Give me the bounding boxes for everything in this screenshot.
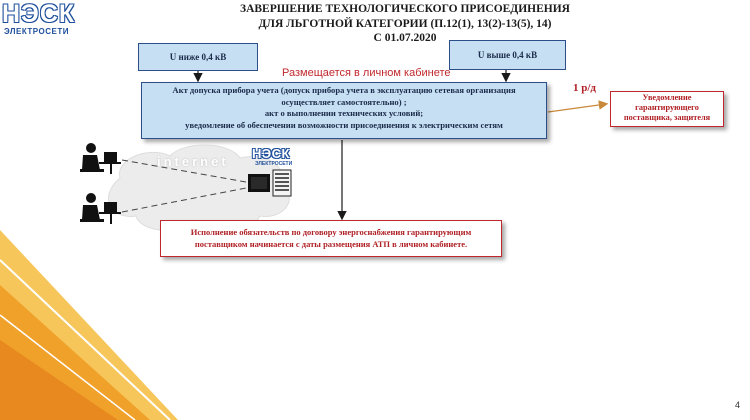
documents-line-2: осуществляет самостоятельно) ; bbox=[281, 96, 407, 107]
logo-sub-text: ЭЛЕКТРОСЕТИ bbox=[4, 27, 70, 36]
title-line-1: ЗАВЕРШЕНИЕ ТЕХНОЛОГИЧЕСКОГО ПРИСОЕДИНЕНИЯ bbox=[240, 3, 570, 15]
documents-box bbox=[141, 82, 547, 139]
voltage-above-box: U выше 0,4 кВ bbox=[449, 40, 566, 70]
execution-line-2: поставщиком начинается с даты размещения АТП в личном кабинете. bbox=[194, 239, 468, 249]
title-line-2: ДЛЯ ЛЬГОТНОЙ КАТЕГОРИИ (П.12(1), 13(2)-13(5), 14) bbox=[258, 17, 552, 30]
voltage-below-box: U ниже 0,4 кВ bbox=[138, 43, 258, 71]
cabinet-label: Размещается в личном кабинете bbox=[282, 67, 451, 79]
notify-line-2: гарантирующего bbox=[635, 103, 699, 112]
documents-line-1: Акт допуска прибора учета (допуск прибора учета в эксплуатацию сетевая организация bbox=[172, 85, 516, 95]
internet-label: internet bbox=[157, 154, 229, 169]
documents-line-4: уведомление об обеспечении возможности присоединения к электрическим сетям bbox=[185, 119, 503, 130]
contract-execution-box bbox=[160, 220, 502, 257]
supplier-notification-box bbox=[610, 91, 724, 127]
days-label: 1 р/д bbox=[573, 82, 596, 94]
title-line-3: С 01.07.2020 bbox=[373, 32, 437, 44]
user-at-computer-icon-top bbox=[80, 143, 121, 174]
notify-line-1: Уведомление bbox=[642, 93, 692, 102]
illustration-logo-main: НЭСК bbox=[252, 146, 290, 161]
notify-line-3: поставщика, защителя bbox=[623, 113, 711, 122]
page-number: 4 bbox=[735, 400, 741, 410]
documents-line-3: акт о выполнении технических условий; bbox=[264, 108, 424, 118]
illustration-logo-sub: ЭЛЕКТРОСЕТИ bbox=[255, 161, 293, 167]
execution-line-1: Исполнение обязательств по договору энергоснабжения гарантирующим bbox=[190, 227, 472, 237]
logo-main-text: НЭСК bbox=[2, 0, 76, 28]
arrow-to-notify bbox=[548, 104, 606, 112]
